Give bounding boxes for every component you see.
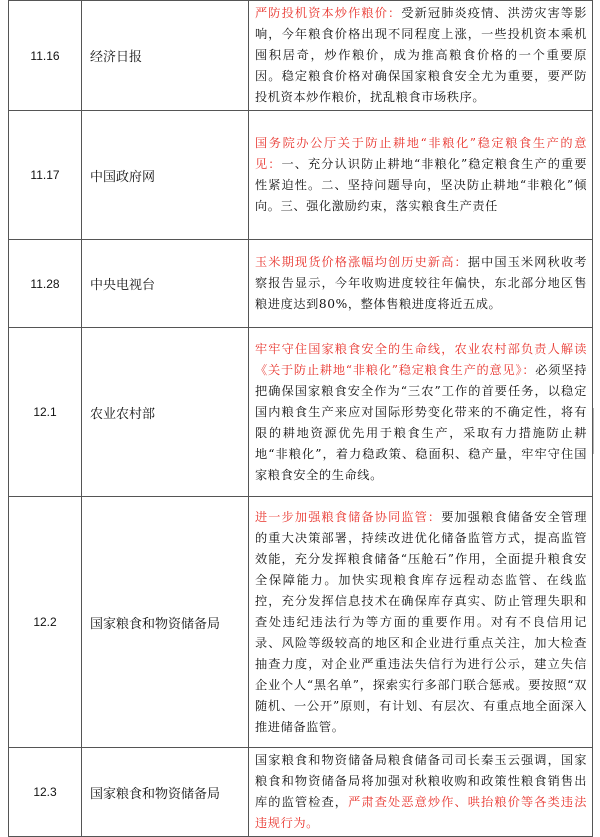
source-cell: 经济日报 <box>82 1 249 111</box>
date-cell: 11.17 <box>9 111 82 240</box>
table-row <box>9 240 593 328</box>
headline-text: 玉米期现货价格涨幅均创历史新高： <box>255 255 468 269</box>
table-row <box>9 111 593 240</box>
description-cell <box>249 748 593 837</box>
table-row <box>9 328 593 497</box>
description-cell <box>249 111 593 240</box>
source-cell: 中国政府网 <box>82 111 249 240</box>
headline-text: 牢牢守住国家粮食安全的生命线，农业农村部负责人解读《关于防止耕地“非粮化”稳定粮食生产的意见》： <box>255 341 587 377</box>
table-row <box>9 748 593 837</box>
date-cell: 11.28 <box>9 240 82 328</box>
body-text: 受新冠肺炎疫情、洪涝灾害等影响，今年粮食价格出现不同程度上涨，一些投机资本乘机囤积居奇，炒作粮价，成为推高粮食价格的一个重要原因。稳定粮食价格对确保国家粮食安全尤为重要，要严防投机资本炒作粮价，扰乱粮食市场秩序。 <box>255 6 587 104</box>
description-cell <box>249 240 593 328</box>
headline-text: 严肃查处恶意炒作、哄抬粮价等各类违法违规行为。 <box>255 795 587 830</box>
source-cell: 中央电视台 <box>82 240 249 328</box>
body-text: 必须坚持把确保国家粮食安全作为“三农”工作的首要任务，以稳定国内粮食生产来应对国际形势变化带来的不确定性，将有限的耕地资源优先用于粮食生产，采取有力措施防止耕地“非粮化”，着力稳政策、稳面积、稳产量，牢牢守住国家粮食安全的生命线。 <box>255 362 587 482</box>
source-cell: 国家粮食和物资储备局 <box>82 497 249 748</box>
headline-text: 进一步加强粮食储备协同监管： <box>255 509 442 524</box>
description-cell <box>249 497 593 748</box>
body-text: 据中国玉米网秋收考察报告显示，今年收购进度较往年偏快，东北部分地区售粮进度达到80%，整体售粮进度将近五成。 <box>255 255 587 311</box>
date-cell: 12.1 <box>9 328 82 497</box>
date-cell: 12.3 <box>9 748 82 837</box>
date-cell: 12.2 <box>9 497 82 748</box>
body-text: 要加强粮食储备安全管理的重大决策部署，持续改进优化储备监管方式，提高监管效能，充分发挥粮食储备“压舱石”作用，全面提升粮食安全保障能力。加快实现粮食库存远程动态监管、在线监控，充分发挥信息技术在确保库存真实、防止管理失职和查处违纪违法行为等方面的重要作用。对有不良信用记录、风险等级较高的地区和企业进行重点关注，加大检查抽查力度，对企业严重违法失信行为进行公示，建立失信企业个人“黑名单”，探索实行多部门联合惩戒。要按照“双随机、一公开”原则，有计划、有层次、有重点地全面深入推进储备监管。 <box>255 509 587 734</box>
table-row <box>9 1 593 111</box>
body-text: 国家粮食和物资储备局粮食储备司司长秦玉云强调，国家粮食和物资储备局将加强对秋粮收购和政策性粮食销售出库的监管检查， <box>255 753 587 809</box>
source-cell: 农业农村部 <box>82 328 249 497</box>
headline-text: 国务院办公厅关于防止耕地“非粮化”稳定粮食生产的意见： <box>255 136 587 171</box>
source-cell: 国家粮食和物资储备局 <box>82 748 249 837</box>
news-table <box>8 0 593 837</box>
date-cell: 11.16 <box>9 1 82 111</box>
description-cell <box>249 328 593 497</box>
headline-text: 严防投机资本炒作粮价： <box>255 6 402 20</box>
table-row <box>9 497 593 748</box>
margin-divider <box>593 408 600 454</box>
description-cell <box>249 1 593 111</box>
body-text: 一、充分认识防止耕地“非粮化”稳定粮食生产的重要性紧迫性。二、坚持问题导向，坚决防止耕地“非粮化”倾向。三、强化激励约束，落实粮食生产责任 <box>255 157 587 213</box>
